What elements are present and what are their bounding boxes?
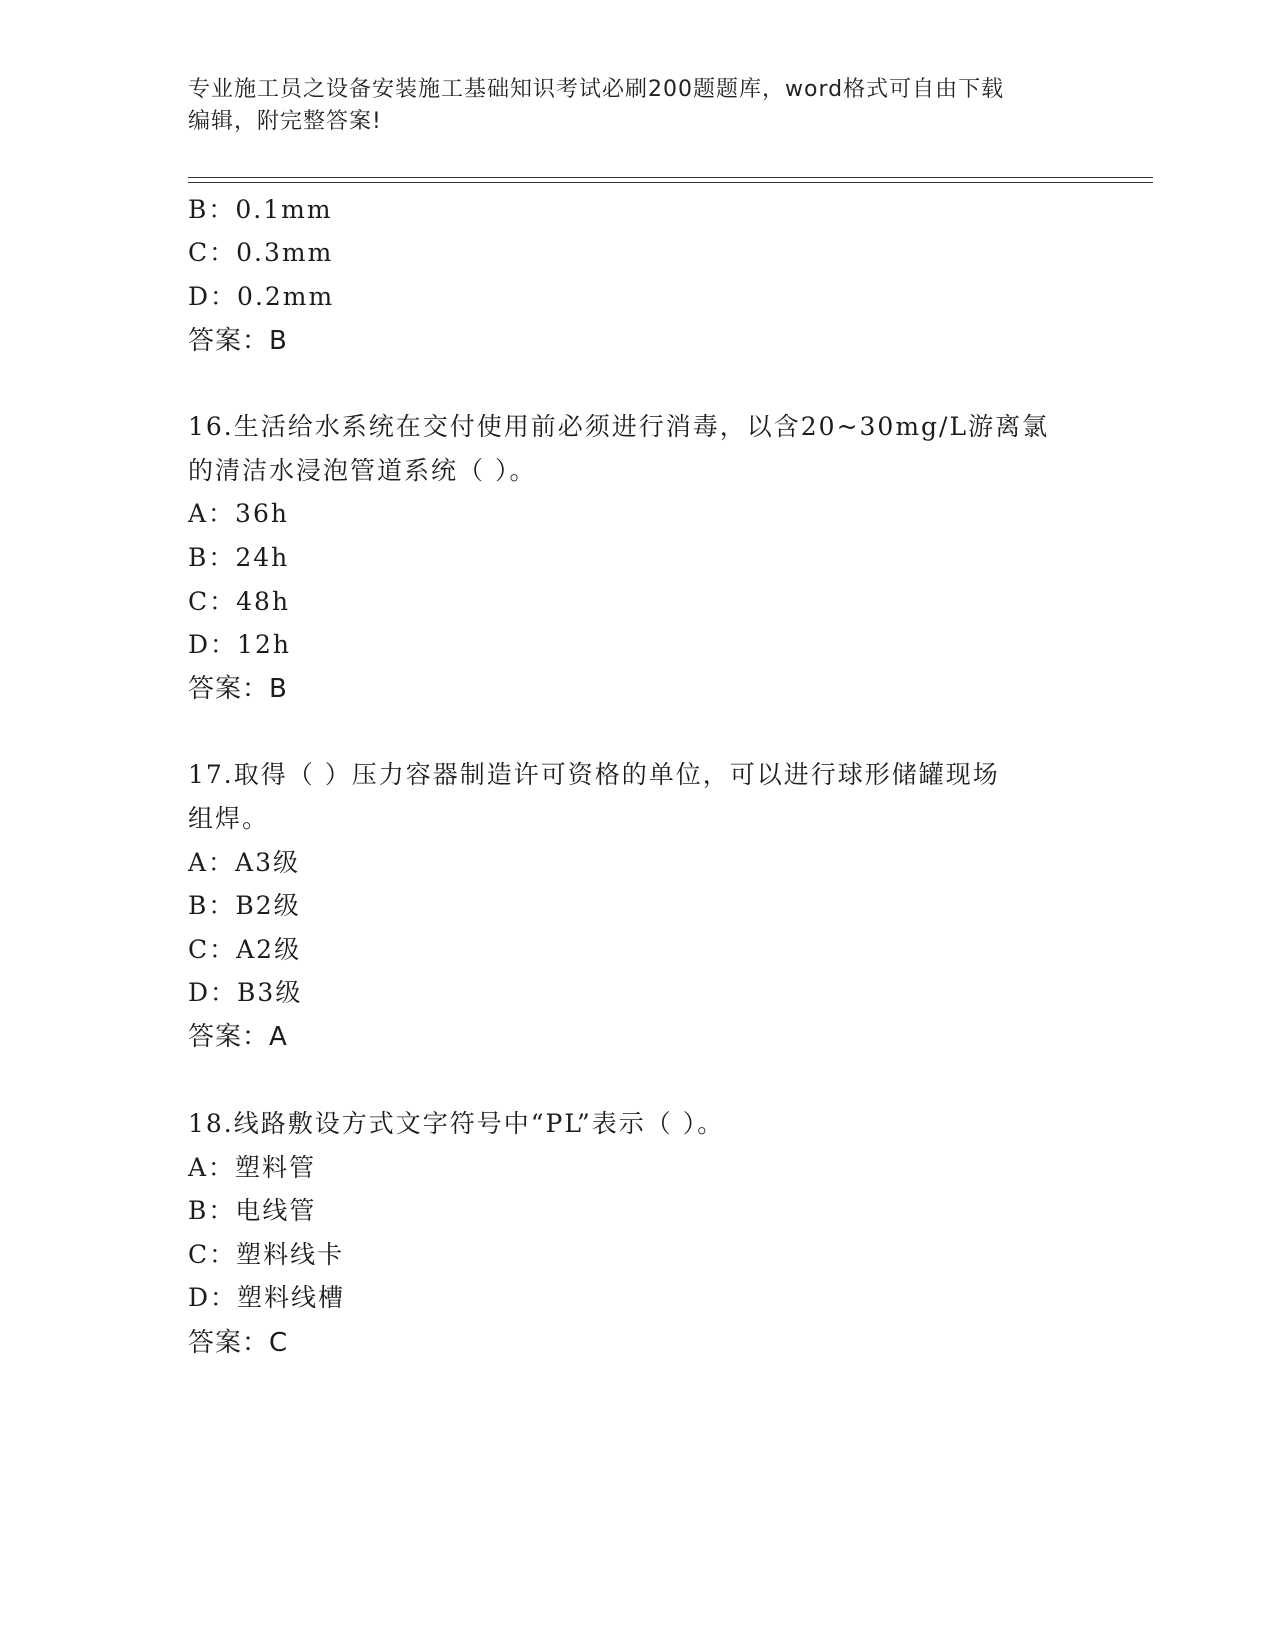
option-d: D：12h (188, 630, 291, 659)
option-b: B：B2级 (188, 891, 301, 920)
option-a: A：36h (188, 499, 289, 528)
question-stem-line-2: 的清洁水浸泡管道系统（ ）。 (188, 456, 537, 485)
question-stem-line-1: 17.取得（ ）压力容器制造许可资格的单位，可以进行球形储罐现场 (188, 760, 1000, 789)
option-a: A：塑料管 (188, 1153, 317, 1182)
question-stem-line-1: 18.线路敷设方式文字符号中“PL”表示（ ）。 (188, 1109, 725, 1138)
question-stem-line-1: 16.生活给水系统在交付使用前必须进行消毒，以含20~30mg/L游离氯 (188, 412, 1050, 441)
option-d: D：B3级 (188, 978, 303, 1007)
question-stem-line-2: 组焊。 (188, 804, 270, 833)
option-b: B：电线管 (188, 1196, 317, 1225)
option-b: B：0.1mm (188, 195, 333, 224)
title-line-2: 编辑，附完整答案! (188, 109, 382, 134)
document-title (188, 74, 1068, 138)
answer: 答案：A (188, 1022, 288, 1052)
option-c: C：48h (188, 587, 291, 616)
answer: 答案：B (188, 674, 288, 704)
header-divider-top (188, 177, 1153, 178)
option-a: A：A3级 (188, 848, 301, 877)
answer: 答案：C (188, 1328, 289, 1358)
option-c: C：塑料线卡 (188, 1240, 345, 1269)
option-b: B：24h (188, 543, 290, 572)
option-d: D：0.2mm (188, 282, 335, 311)
option-c: C：0.3mm (188, 238, 334, 267)
option-d: D：塑料线槽 (188, 1283, 346, 1312)
answer: 答案：B (188, 326, 288, 356)
option-c: C：A2级 (188, 935, 302, 964)
title-line-1: 专业施工员之设备安装施工基础知识考试必刷200题题库，word格式可自由下载 (188, 77, 1005, 102)
header-divider-bottom (188, 182, 1153, 183)
